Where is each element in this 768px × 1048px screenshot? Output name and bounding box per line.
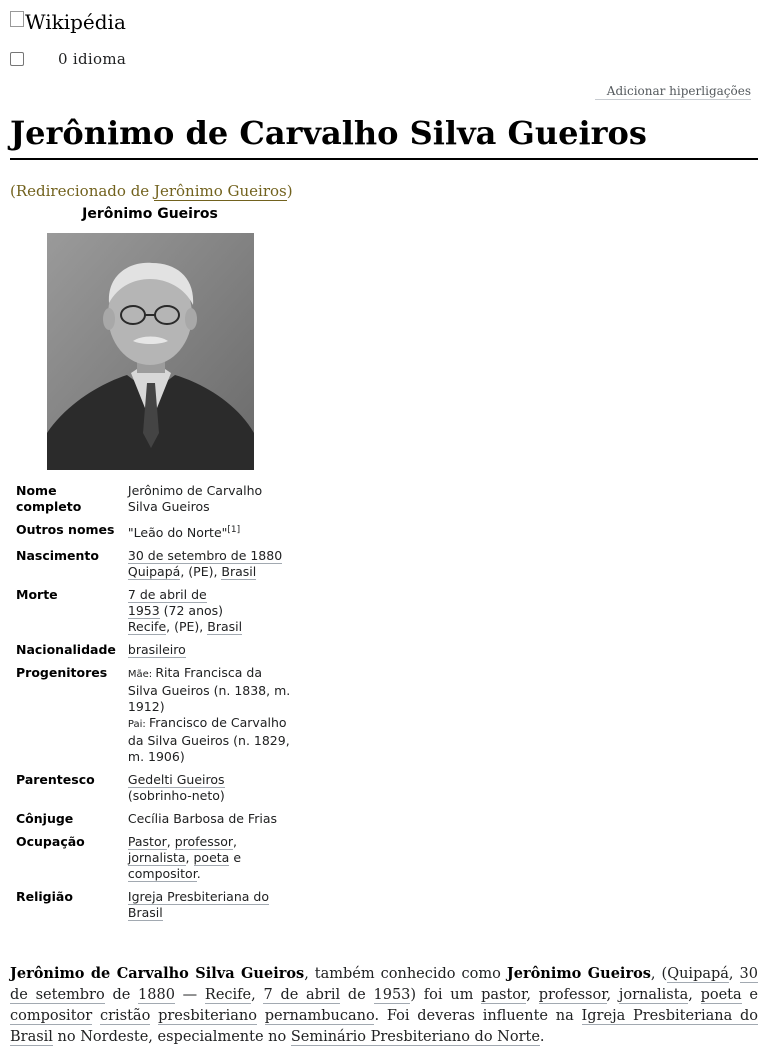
death-country-link[interactable]: Brasil	[207, 619, 243, 635]
infobox-table	[10, 480, 300, 925]
separator: ),	[194, 619, 208, 635]
row-label: Outros nomes	[16, 522, 115, 537]
row-value	[122, 584, 300, 639]
separator: , (	[166, 619, 179, 635]
lead-text: , (	[650, 965, 668, 982]
redirect-link[interactable]: Jerônimo Gueiros	[153, 182, 287, 200]
lead-text: no Nordeste, especialmente no	[52, 1028, 291, 1045]
row-value	[122, 639, 300, 662]
row-label: Nome completo	[16, 483, 82, 514]
lead-link-igreja[interactable]: Igreja Presbiteriana do Brasil	[10, 1007, 759, 1045]
lead-link-1880[interactable]: 1880	[138, 986, 175, 1003]
occupation-link[interactable]: Pastor	[127, 834, 167, 850]
occupation-link[interactable]: compositor	[127, 866, 197, 882]
death-date-link[interactable]: 7 de abril de	[127, 587, 207, 603]
lead-text: ,	[606, 986, 619, 1003]
lead-text: ,	[728, 965, 740, 982]
outros-nomes-text: "Leão do Norte"	[127, 525, 228, 541]
lead-link-poeta[interactable]: poeta	[700, 986, 742, 1003]
row-value	[122, 662, 300, 769]
lead-link-compositor[interactable]: compositor	[10, 1007, 93, 1024]
religion-link[interactable]: Igreja Presbiteriana do Brasil	[127, 889, 269, 921]
row-label: Parentesco	[16, 772, 95, 788]
mother-value: Rita Francisca da Silva Gueiros (n. 1838, m. 1912)	[127, 665, 291, 715]
occupation-link[interactable]: professor	[174, 834, 234, 850]
row-label: Morte	[16, 587, 58, 603]
lead-text: .	[539, 1028, 545, 1045]
lead-link-professor[interactable]: professor	[538, 986, 607, 1003]
infobox-title: Jerônimo Gueiros	[82, 206, 218, 222]
row-value	[122, 545, 300, 584]
lead-text: ,	[688, 986, 701, 1003]
nationality-link[interactable]: brasileiro	[127, 642, 186, 658]
lead-link-quipapa[interactable]: Quipapá	[667, 965, 729, 982]
logo-alt-text: Wikipédia	[25, 10, 126, 34]
occupation-link[interactable]: poeta	[193, 850, 230, 866]
infobox-row-parentesco	[10, 769, 300, 808]
death-city-link[interactable]: Recife	[127, 619, 167, 635]
relative-link[interactable]: Gedelti Gueiros	[127, 772, 225, 788]
citation-link[interactable]: [1]	[227, 525, 241, 535]
row-label: Nascimento	[16, 548, 99, 564]
lead-link-1953[interactable]: 1953	[373, 986, 411, 1003]
lead-text: ,	[526, 986, 539, 1003]
row-label: Ocupação	[16, 834, 85, 850]
add-links-button[interactable]: Adicionar hiperligações	[595, 84, 751, 100]
infobox-row-ocupacao	[10, 831, 300, 886]
row-value: Jerônimo de Carvalho Silva Gueiros	[127, 483, 263, 514]
portrait-image[interactable]	[47, 233, 254, 470]
state-text: PE	[178, 619, 195, 635]
birth-country-link[interactable]: Brasil	[221, 564, 257, 580]
portrait-svg	[47, 233, 254, 470]
lead-link-presbiteriano[interactable]: presbiteriano	[158, 1007, 257, 1024]
relative-relation: (sobrinho-neto)	[127, 788, 225, 804]
row-value	[122, 886, 300, 925]
birth-date-link[interactable]: 30 de setembro de 1880	[127, 548, 283, 564]
state-text: PE	[193, 564, 209, 580]
lead-link-birth-date[interactable]: 30 de setembro	[10, 965, 758, 1003]
row-value	[122, 519, 300, 545]
lead-link-pernambucano[interactable]: pernambucano	[264, 1007, 375, 1024]
redirect-notice	[10, 182, 293, 200]
lead-text: ,	[251, 986, 264, 1003]
lead-link-cristao[interactable]: cristão	[99, 1007, 151, 1024]
row-value: Cecília Barbosa de Frias	[127, 811, 277, 827]
row-label: Nacionalidade	[16, 642, 116, 658]
redirect-suffix: )	[286, 182, 293, 200]
occupation-link[interactable]: jornalista	[127, 850, 186, 866]
infobox-row-religiao	[10, 886, 300, 925]
redirect-prefix: (Redirecionado de	[10, 182, 154, 200]
lead-text: , também conhecido como	[304, 965, 507, 982]
infobox-row-nascimento	[10, 545, 300, 584]
lead-text	[150, 1008, 158, 1024]
father-value: Francisco de Carvalho da Silva Gueiros (n. 1829, m. 1906)	[127, 715, 290, 765]
broken-image-icon	[10, 11, 24, 27]
infobox-row-progenitores	[10, 662, 300, 769]
separator: ),	[208, 564, 222, 580]
father-label: Pai:	[127, 719, 149, 731]
lead-link-pastor[interactable]: pastor	[481, 986, 527, 1003]
lead-link-seminario[interactable]: Seminário Presbiteriano do Norte	[290, 1028, 540, 1045]
infobox-row-nacionalidade	[10, 639, 300, 662]
infobox-row-conjuge	[10, 808, 300, 831]
separator: , (	[180, 564, 194, 580]
row-label: Cônjuge	[16, 811, 74, 827]
lead-text: de	[104, 986, 139, 1003]
lead-text: . Foi deveras influente na	[374, 1007, 582, 1024]
row-label: Progenitores	[16, 665, 108, 681]
subject-alias: Jerônimo Gueiros	[506, 964, 651, 982]
wikipedia-logo[interactable]	[10, 10, 126, 34]
lead-link-jornalista[interactable]: jornalista	[618, 986, 689, 1003]
infobox-row-nome	[10, 480, 300, 519]
language-selector[interactable]	[10, 50, 126, 68]
language-count-label[interactable]: 0 idioma	[58, 50, 127, 68]
lead-text: —	[174, 986, 205, 1003]
lead-text: de	[340, 986, 374, 1003]
infobox-row-morte	[10, 584, 300, 639]
infobox-row-outros	[10, 519, 300, 545]
lead-link-death-date[interactable]: 7 de abril	[263, 986, 341, 1003]
lead-text	[257, 1008, 265, 1024]
lead-paragraph	[10, 963, 758, 1048]
birth-city-link[interactable]: Quipapá	[127, 564, 181, 580]
language-checkbox[interactable]	[10, 52, 24, 66]
lead-text: ) foi um	[410, 986, 482, 1003]
row-label: Religião	[16, 889, 73, 905]
mother-label: Mãe:	[127, 669, 156, 681]
death-year-link[interactable]: 1953	[127, 603, 160, 619]
row-value	[122, 769, 300, 808]
subject-name: Jerônimo de Carvalho Silva Gueiros	[10, 964, 305, 982]
page-title: Jerônimo de Carvalho Silva Gueiros	[10, 114, 758, 160]
lead-link-recife[interactable]: Recife	[204, 986, 252, 1003]
lead-text: e	[741, 986, 758, 1003]
age-text: (72 anos)	[159, 603, 224, 619]
lead-text	[92, 1008, 100, 1024]
row-value: Pastor, professor, jornalista, poeta e compositor.	[127, 834, 242, 882]
